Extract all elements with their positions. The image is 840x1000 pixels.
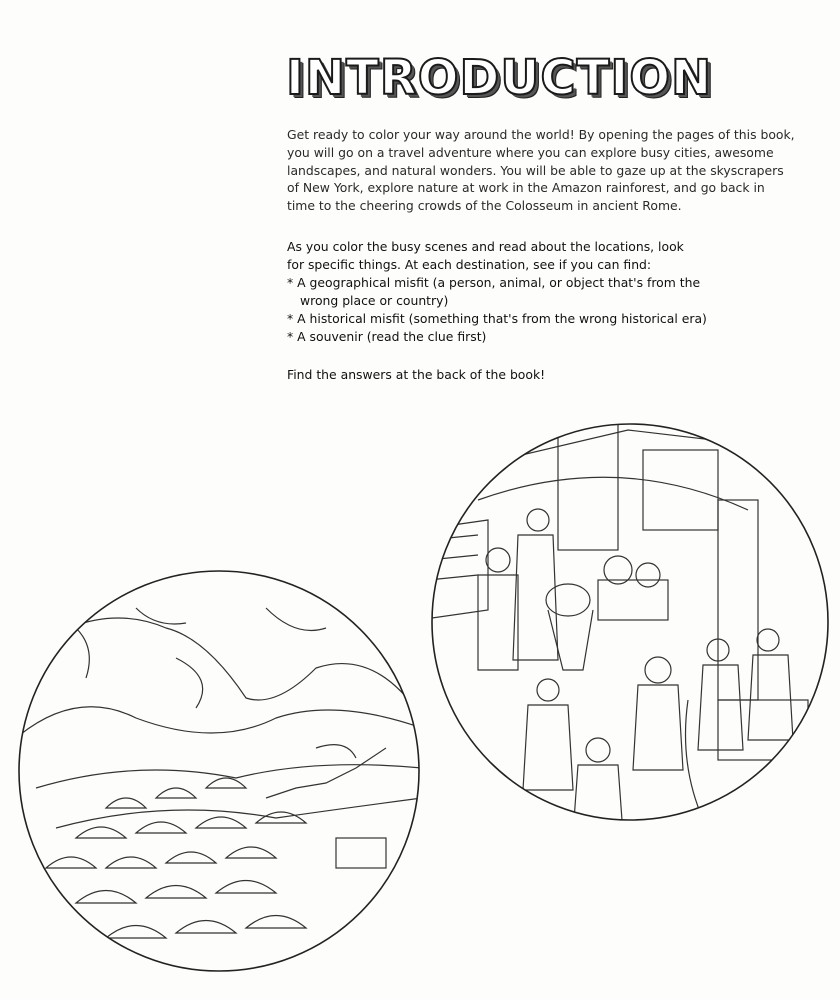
instruction-line: for specific things. At each destination, see if you can find: <box>287 257 652 272</box>
instructions <box>287 238 707 346</box>
intro-line: time to the cheering crowds of the Colosseum in ancient Rome. <box>287 198 682 214</box>
bullet-geographical-cont: wrong place or country) <box>300 293 449 308</box>
market-scene-illustration <box>418 410 840 834</box>
page-title: INTRODUCTION <box>286 50 713 106</box>
mountain-camp-illustration <box>16 568 422 974</box>
intro-line: landscapes, and natural wonders. You will be able to gaze up at the skyscrapers <box>287 162 784 178</box>
instruction-line: As you color the busy scenes and read about the locations, look <box>287 239 684 254</box>
intro-line: of New York, explore nature at work in the Amazon rainforest, and go back in <box>287 180 765 196</box>
intro-line: Get ready to color your way around the world! By opening the pages of this book, <box>287 127 795 142</box>
bullet-souvenir: * A souvenir (read the clue first) <box>287 329 487 344</box>
intro-line: you will go on a travel adventure where you can explore busy cities, awesome <box>287 144 774 160</box>
bullet-geographical: * A geographical misfit (a person, animal, or object that's from the <box>287 275 701 290</box>
bullet-historical: * A historical misfit (something that's from the wrong historical era) <box>287 311 707 326</box>
intro-paragraph <box>287 126 795 215</box>
answers-note: Find the answers at the back of the book! <box>287 367 546 382</box>
